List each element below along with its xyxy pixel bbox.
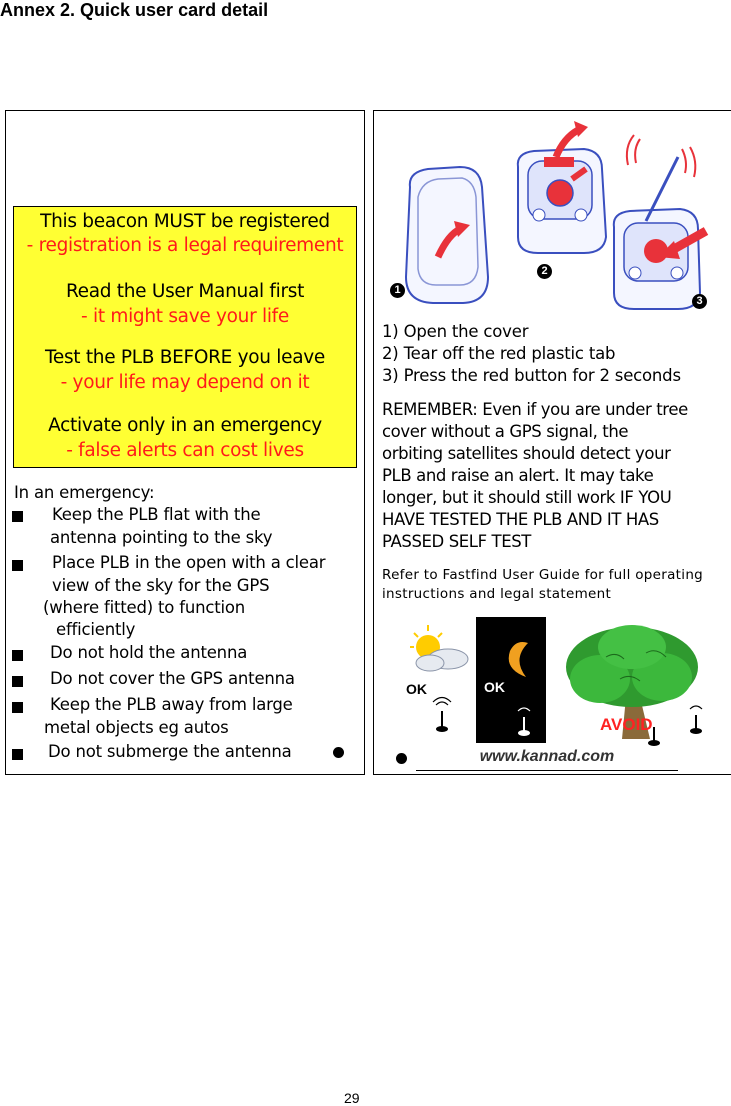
- step-number-1: 1: [390, 283, 405, 298]
- sky-scene-illustration: [400, 617, 722, 749]
- warning-box: [13, 206, 357, 468]
- beacon-tab-icon: [518, 121, 606, 253]
- bullet-text: (where fitted) to function: [43, 598, 246, 617]
- warning-line: - false alerts can cost lives: [66, 440, 304, 461]
- remember-text: PLB and raise an alert. It may take: [382, 466, 654, 485]
- step-text: 3) Press the red button for 2 seconds: [382, 366, 681, 385]
- warning-line: This beacon MUST be registered: [40, 211, 330, 232]
- bullet-text: Keep the PLB flat with the: [52, 505, 261, 524]
- bullet-square-icon: [12, 702, 23, 713]
- ok-label: OK: [406, 681, 427, 697]
- remember-text: longer, but it should still work IF YOU: [382, 488, 672, 507]
- bullet-text: view of the sky for the GPS: [52, 576, 270, 595]
- ok-label: OK: [484, 679, 505, 695]
- bullet-text: Place PLB in the open with a clear: [52, 553, 326, 572]
- page-heading: Annex 2. Quick user card detail: [0, 0, 269, 20]
- beacon-press-icon: [614, 135, 706, 309]
- bullet-square-icon: [12, 560, 23, 571]
- remember-text: PASSED SELF TEST: [382, 532, 531, 551]
- bullet-text: Do not submerge the antenna: [48, 742, 292, 761]
- step-number-2: 2: [537, 264, 552, 279]
- step-number-3: 3: [692, 294, 707, 309]
- warning-line: Read the User Manual first: [65, 281, 305, 302]
- bullet-text: antenna pointing to the sky: [50, 528, 273, 547]
- bullet-square-icon: [12, 511, 23, 522]
- sun-cloud-icon: [410, 625, 468, 671]
- step-text: 2) Tear off the red plastic tab: [382, 344, 616, 363]
- beacon-steps-illustration: [388, 117, 718, 317]
- left-card: [5, 110, 365, 775]
- step-text: 1) Open the cover: [382, 322, 529, 341]
- bullet-text: Keep the PLB away from large: [50, 695, 293, 714]
- bullet-dot-icon: [396, 753, 407, 764]
- remember-text: REMEMBER: Even if you are under tree: [382, 400, 688, 419]
- beacon-antenna-icon: [433, 698, 451, 733]
- bullet-square-icon: [12, 650, 23, 661]
- right-card: [373, 110, 731, 775]
- website-url[interactable]: www.kannad.com: [416, 748, 678, 771]
- bullet-text: Do not hold the antenna: [50, 643, 248, 662]
- bullet-text: Do not cover the GPS antenna: [50, 669, 295, 688]
- bullet-square-icon: [12, 676, 23, 687]
- refer-text: Refer to Fastfind User Guide for full operating: [382, 567, 704, 583]
- bullet-square-icon: [12, 749, 23, 760]
- warning-line: Activate only in an emergency: [48, 415, 322, 436]
- remember-text: HAVE TESTED THE PLB AND IT HAS: [382, 510, 659, 529]
- remember-text: cover without a GPS signal, the: [382, 422, 629, 441]
- refer-text: instructions and legal statement: [382, 586, 612, 602]
- bullet-text: metal objects eg autos: [44, 718, 229, 737]
- warning-line: - it might save your life: [81, 306, 289, 327]
- beacon-closed-icon: [406, 167, 488, 303]
- beacon-antenna-icon: [690, 706, 702, 734]
- warning-line: - registration is a legal requirement: [26, 235, 344, 256]
- page-number: 29: [344, 1090, 360, 1106]
- remember-text: orbiting satellites should detect your: [382, 444, 671, 463]
- bullet-dot-icon: [333, 747, 344, 758]
- avoid-label: AVOID: [600, 715, 653, 734]
- warning-line: Test the PLB BEFORE you leave: [45, 347, 325, 368]
- emergency-heading: In an emergency:: [14, 483, 155, 502]
- bullet-text: efficiently: [56, 620, 136, 639]
- warning-line: - your life may depend on it: [60, 372, 310, 393]
